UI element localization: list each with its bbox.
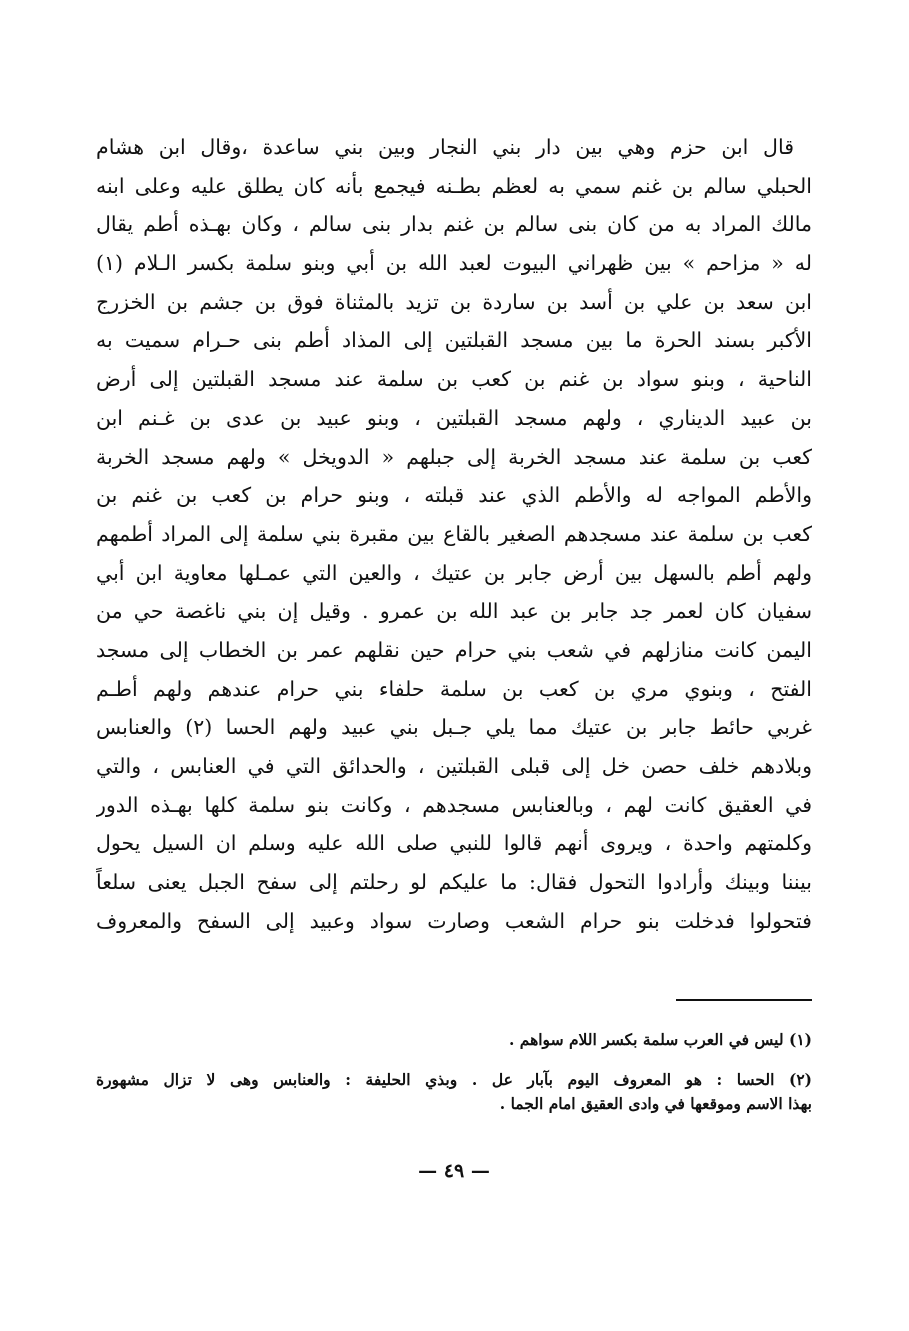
footnote-2-line-2: بهذا الاسم وموقعها في وادى العقيق امام الجما . (499, 1094, 812, 1113)
footnote-2-line-1: (٢) الحسا : هو المعروف اليوم بآبار عل . وبذي الحليفة : والعنابس وهى لا تزال مشهورة (96, 1070, 812, 1089)
text-line-6: الأكبر بسند الحرة ما بين مسجد القبلتين إلى المذاد أطم بنى حـرام سميت به (96, 328, 812, 353)
text-line-11: كعب بن سلمة عند مسجدهم الصغير بالقاع بين مقبرة بني سلمة إلى المراد أطمهم (96, 521, 812, 546)
text-line-17: وبلادهم خلف حصن خل إلى قبلى القبلتين ، والحدائق التي في العنابس ، والتي (96, 754, 812, 778)
text-line-7: الناحية ، وبنو سواد بن غنم بن كعب بن سلمة عند مسجد القبلتين إلى أرض (96, 367, 812, 392)
text-line-9: كعب بن سلمة عند مسجد الخربة إلى جبلهم « الدويخل » ولهم مسجد الخربة (96, 444, 812, 469)
footnotes-block (96, 1028, 812, 1116)
text-line-18: في العقيق كانت لهم ، وبالعنابس مسجدهم ، وكانت بنو سلمة كلها بهـذه الدور (96, 792, 812, 817)
text-line-10: والأطم المواجه له والأطم الذي عند قبلته ، وبنو حرام بن كعب بن غنم بن (96, 483, 812, 508)
main-text-block (96, 128, 812, 940)
text-line-19: وكلمتهم واحدة ، ويروى أنهم قالوا للنبي صلى الله عليه وسلم ان السيل يحول (96, 831, 812, 856)
text-line-15: الفتح ، وبنوي مري بن كعب بن سلمة حلفاء بني حرام عندهم ولهم أطـم (96, 676, 812, 701)
text-line-1: قال ابن حزم وهي بين دار بني النجار وبين بني ساعدة ،وقال ابن هشام (96, 135, 794, 159)
text-line-4: له « مزاحم » بين ظهراني البيوت لعبد الله بن أبي وبنو سلمة بكسر الـلام (١) (96, 251, 812, 276)
text-line-16: غربي حائط جابر بن عتيك مما يلي جـبل بني عبيد ولهم الحسا (٢) والعنابس (96, 715, 812, 740)
text-line-8: بن عبيد الديناري ، ولهم مسجد القبلتين ، وبنو عبيد بن عدى بن غـنم ابن (96, 405, 812, 430)
text-line-3: مالك المراد به من كان بنى سالم بن غنم بدار بنى سالم ، وكان بهـذه أطم يقال (96, 212, 812, 237)
footnote-separator (676, 999, 812, 1001)
text-line-14: اليمن كانت منازلهم في شعب بني حرام حين نقلهم عمر بن الخطاب إلى مسجد (96, 637, 812, 662)
text-line-21: فتحولوا فدخلت بنو حرام الشعب وصارت سواد وعبيد إلى السفح والمعروف (96, 908, 812, 933)
text-line-12: ولهم أطم بالسهل بين أرض جابر بن عتيك ، والعين التي عمـلها معاوية ابن أبي (96, 560, 812, 585)
text-line-20: بيننا وبينك وأرادوا التحول فقال: ما عليكم لو رحلتم إلى سفح الجبل يعنى سلعاً (96, 870, 812, 895)
footnote-1: (١) ليس في العرب سلمة بكسر اللام سواهم . (508, 1030, 812, 1049)
text-line-5: ابن سعد بن علي بن أسد بن ساردة بن تزيد بالمثناة فوق بن جشم بن الخزرج (96, 289, 812, 314)
text-line-2: الحبلي سالم بن غنم سمي به لعظم بطـنه فيجمع بأنه كان يطلق عليه وعلى ابنه (96, 173, 812, 198)
page-number: — ٤٩ — (418, 1160, 490, 1182)
text-line-13: سفيان كان لعمر جد جابر بن عبد الله بن عمرو . وقيل إن بني ناغصة حي من (96, 599, 812, 624)
